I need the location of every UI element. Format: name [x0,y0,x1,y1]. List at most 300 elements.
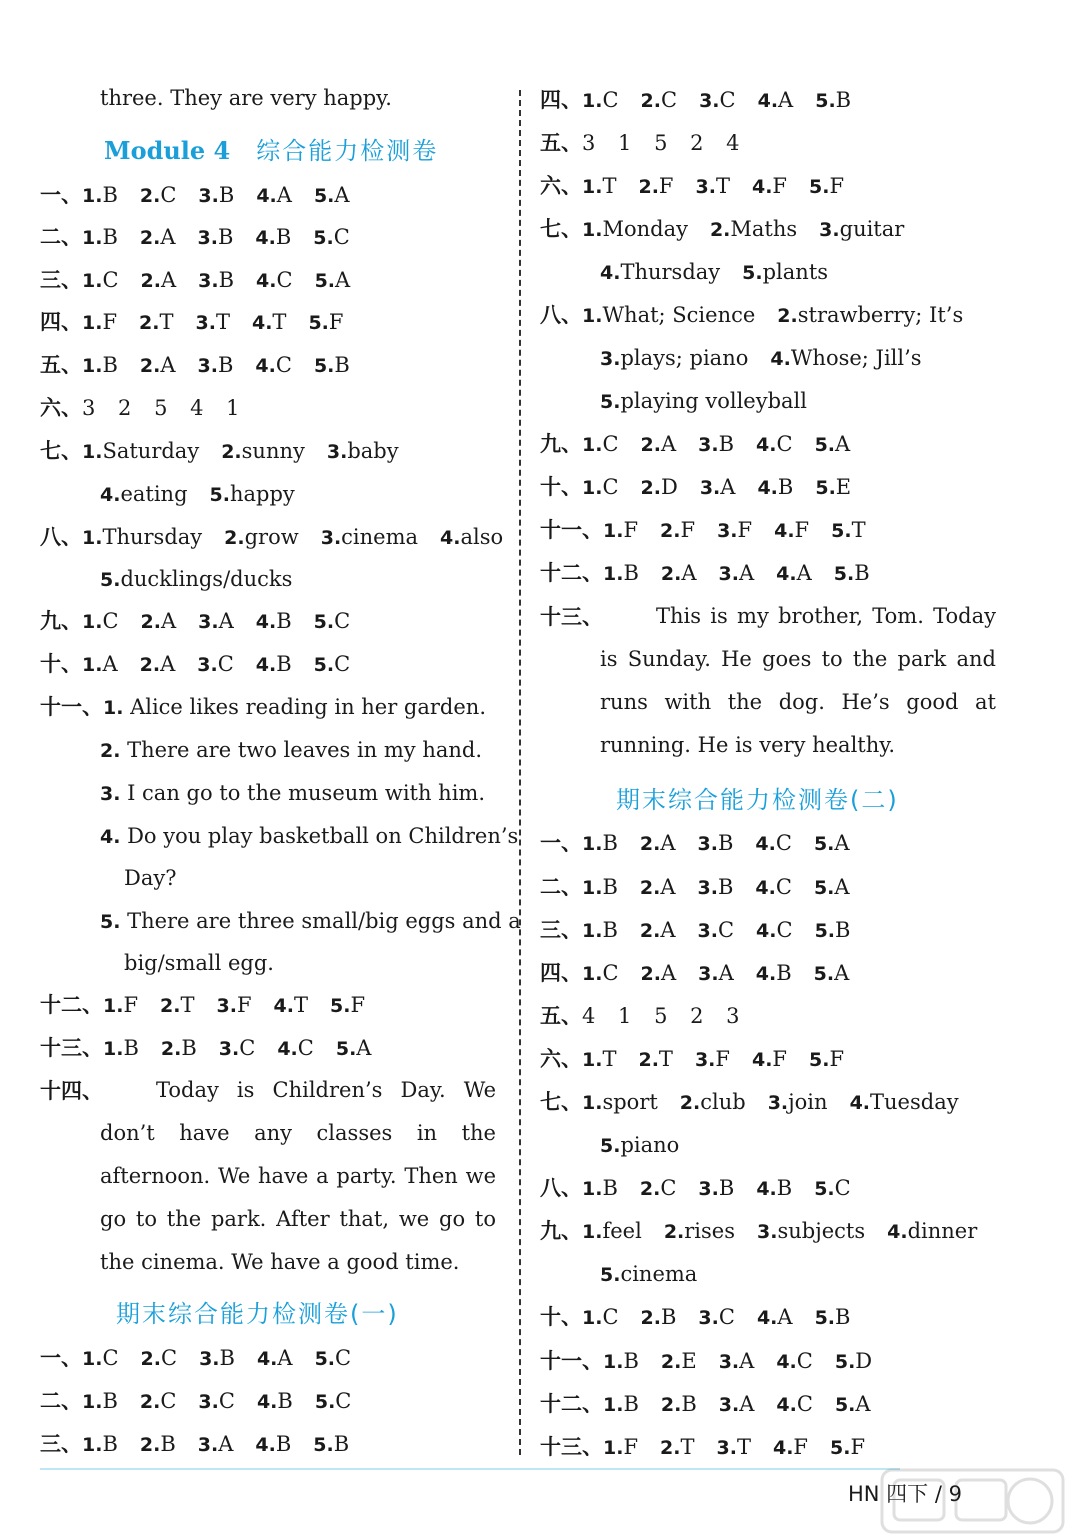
item-number: 2. [660,1437,681,1459]
answer-item [698,429,734,460]
item-number: 4. [770,348,791,370]
section-label: 三、 [40,1432,82,1456]
answer-item [640,915,676,946]
edition-label: HN 四下 [848,1482,929,1506]
item-number: 2. [224,527,245,549]
item-number: 5. [813,833,835,855]
answer-item [773,1432,808,1463]
section-label: 四、 [540,961,582,985]
answer-item [255,350,292,381]
page-footer [848,1478,962,1508]
section-label: 十一、 [40,695,103,719]
section-label: 二、 [40,1389,82,1413]
item-number: 4. [251,312,273,334]
answer-item [600,1130,679,1161]
item-number: 1. [82,441,103,463]
answer-value: C [102,1346,119,1370]
answer-line [600,386,829,417]
answer-line [540,515,888,546]
answer-value: A [276,183,292,207]
answer-item [710,214,797,245]
answer-value: C [796,1349,813,1373]
answer-item [819,214,904,245]
item-number: 4. [755,833,776,855]
answer-value: Monday [602,217,688,241]
item-number: 1. [103,995,124,1017]
item-number: 4. [756,920,777,942]
answer-item [776,1346,813,1377]
item-number: 2. [638,176,659,198]
answer-item [699,85,736,116]
answer-value: B [217,225,234,249]
item-number: 1. [603,1437,624,1459]
answer-item [776,558,812,589]
answer-value: A [660,918,676,942]
answer-item [315,265,351,296]
item-number: 4. [755,963,777,985]
item-number: 4. [772,1437,794,1459]
answer-line [540,828,872,859]
answer-value: F [715,1047,730,1071]
answer-item [217,990,252,1021]
item-number: 4. [774,520,795,542]
answer-line [540,214,926,245]
answer-line [540,1346,894,1377]
answer-value: A [335,268,351,292]
section-label: 十一、 [540,1349,603,1373]
answer-item [719,1389,755,1420]
answer-item [640,1173,677,1204]
item-number: 2. [100,740,128,762]
answer-item [256,180,292,211]
item-number: 4. [756,1307,778,1329]
answer-value: F [102,310,118,334]
answer-item [719,558,755,589]
answer-value: F [850,1435,866,1459]
answer-value: cinema [341,525,419,549]
item-number: 1. [582,434,603,456]
answer-value: grow [244,525,299,549]
answer-item [641,429,677,460]
answer-item [815,472,851,503]
answer-item [274,990,308,1021]
answer-item [638,171,673,202]
answer-value: B [160,1432,176,1456]
section-label: 十、 [40,652,82,676]
answer-value: C [160,183,177,207]
answer-value: B [835,918,851,942]
answer-value: A [160,225,176,249]
answer-value: T [293,993,308,1017]
answer-value: C [775,875,792,899]
answer-value: F [829,174,845,198]
answer-item [582,1087,658,1118]
answer-item [219,1033,256,1064]
answer-item [661,558,697,589]
answer-paragraph [600,595,996,767]
answer-item [641,958,677,989]
answer-line [540,429,872,460]
answer-item [700,472,736,503]
answer-value: baby [347,439,399,463]
answer-value: plants [762,260,829,284]
item-number: 2. [140,1348,161,1370]
answer-value: A [160,652,176,676]
answer-item [815,1302,851,1333]
item-number: 3. [197,355,218,377]
answer-value: C [275,353,292,377]
answer-item [660,1432,694,1463]
answer-line [40,180,372,211]
item-number: 4. [440,527,461,549]
answer-item [582,1216,642,1247]
answer-value: rises [684,1219,736,1243]
item-number: 2. [639,920,661,942]
answer-value: A [660,875,676,899]
item-number: 2. [639,1178,661,1200]
answer-value: A [660,432,677,456]
paragraph-text: This is my brother, Tom. Today is Sunday. He goes to the park and runs with the dog. He’s good at running. He is very healthy. [600,604,996,757]
section-label: 六、 [540,1047,582,1071]
answer-item [696,171,730,202]
answer-item [198,1386,235,1417]
item-number: 2. [660,563,682,585]
item-number: 4. [255,611,277,633]
item-number: 4. [256,270,277,292]
item-number: 1. [582,1092,603,1114]
answer-item [82,606,119,637]
answer-value: B [218,183,235,207]
answer-item [661,1346,697,1377]
answer-value: B [718,432,735,456]
answer-line [100,735,482,766]
answer-item [757,1302,793,1333]
item-number: 3. [699,477,721,499]
item-number: 5. [814,1178,835,1200]
answer-item [330,990,365,1021]
item-number: 3. [716,1437,737,1459]
item-number: 1. [582,477,603,499]
answer-value: T [715,174,730,198]
answer-item [103,990,138,1021]
answer-line [600,1259,719,1290]
item-number: 3. [198,270,219,292]
item-number: 4. [100,826,128,848]
answer-line [540,602,603,632]
item-number: 3. [600,348,621,370]
answer-item [755,872,792,903]
answer-item [255,1429,291,1460]
answer-item [756,429,793,460]
item-number: 4. [887,1221,908,1243]
answer-line [40,692,486,723]
answer-line [600,343,944,374]
answer-item [199,1343,235,1374]
answer-value: D [660,475,678,499]
answer-item [776,1389,813,1420]
answer-value: E [681,1349,697,1373]
item-number: 5. [809,176,830,198]
answer-value: A [356,1036,372,1060]
answer-item [140,180,177,211]
answer-value: B [854,561,870,585]
item-number: 1. [103,1038,124,1060]
column-divider [519,90,521,1455]
answer-value: A [102,652,118,676]
section-label: 三、 [40,268,82,292]
answer-item [809,171,844,202]
answer-item [660,515,695,546]
answer-value: join [788,1090,828,1114]
answer-item [198,350,234,381]
item-number: 1. [582,1221,603,1243]
answer-item [698,915,735,946]
answer-value: C [602,961,619,985]
answer-value: A [160,353,176,377]
answer-item [210,479,295,510]
answer-item [314,606,351,637]
answer-item [314,180,350,211]
answer-value: F [793,1435,808,1459]
answer-value: B [717,875,734,899]
answer-value: F [680,518,696,542]
answer-value: T [851,518,866,542]
answer-value: A [835,432,851,456]
section-label: 十、 [540,475,582,499]
answer-item [582,429,619,460]
answer-value: B [623,1349,639,1373]
item-number: 2. [221,441,242,463]
answer-value: C [239,1036,256,1060]
answer-value: C [602,432,619,456]
item-number: 2. [660,1394,682,1416]
answer-line [40,1386,373,1417]
answer-value: F [623,518,639,542]
answer-value: piano [620,1133,680,1157]
section-label: 八、 [540,1176,582,1200]
answer-value: B [660,1305,677,1329]
item-number: 4. [776,1394,797,1416]
item-number: 4. [256,1391,278,1413]
answer-value: C [217,652,234,676]
answer-line [124,948,274,978]
item-number: 4. [255,1434,276,1456]
answer-item [82,180,118,211]
answer-item [336,1033,372,1064]
answer-item [742,257,828,288]
item-number: 1. [582,90,603,112]
answer-item [698,958,734,989]
item-number: 1. [603,1351,624,1373]
item-number: 3. [694,1049,716,1071]
item-number: 1. [582,920,603,942]
answer-value: C [335,1346,352,1370]
answer-sequence: 3 2 5 4 1 [82,396,240,420]
answer-value: B [276,652,292,676]
answer-value: A [660,831,676,855]
item-number: 5. [100,569,121,591]
answer-item [82,1386,118,1417]
answer-value: B [681,1392,697,1416]
answer-item [600,257,720,288]
item-number: 1. [82,185,103,207]
answer-value: B [275,1432,292,1456]
item-number: 1. [103,697,131,719]
answer-value: B [623,1392,639,1416]
item-number: 4. [277,1038,298,1060]
item-number: 5. [600,1135,621,1157]
item-number: 2. [640,90,661,112]
answer-item [582,828,618,859]
item-number: 2. [640,434,661,456]
answer-item [313,1429,349,1460]
page-number: 9 [948,1482,963,1506]
answer-value: C [334,652,351,676]
answer-item [664,1216,735,1247]
answer-value: C [717,918,735,942]
answer-item [814,958,850,989]
answer-item [835,1389,871,1420]
answer-value: A [777,1305,793,1329]
item-number: 2. [640,477,661,499]
answer-item [256,606,292,637]
item-number: 5. [600,1264,621,1286]
answer-item [814,828,850,859]
answer-line [100,564,314,595]
section-label: 九、 [540,1219,582,1243]
continued-text: three. They are very happy. [100,86,392,110]
answer-item [82,350,118,381]
answer-item [758,85,794,116]
answer-line [600,1130,701,1161]
answer-item [756,958,792,989]
item-number: 3. [198,611,219,633]
answer-item [100,564,292,595]
item-number: 2. [139,1391,161,1413]
answer-value: B [776,1176,793,1200]
answer-item [752,171,787,202]
answer-value: subjects [777,1219,866,1243]
answer-item [140,350,176,381]
answer-value: B [717,831,734,855]
answer-value: T [680,1435,695,1459]
item-number: 5. [813,963,835,985]
answer-item [308,307,343,338]
item-number: 1. [582,176,603,198]
answer-item [315,1386,352,1417]
item-number: 5. [814,920,836,942]
answer-value: F [772,1047,787,1071]
answer-item [600,386,807,417]
item-number: 5. [600,391,621,413]
answer-value: C [602,475,619,499]
answer-value: A [720,475,736,499]
answer-item [768,1087,828,1118]
answer-value: strawberry; It’s [797,303,964,327]
item-number: 4. [755,877,776,899]
answer-value: A [334,183,350,207]
answer-value: F [328,310,344,334]
item-number: 2. [160,1038,182,1060]
item-number: 5. [313,185,335,207]
item-number: 5. [830,1437,851,1459]
item-number: 5. [308,312,329,334]
section-label: 十、 [540,1305,582,1329]
answer-value: F [623,1435,639,1459]
item-number: 3. [718,563,739,585]
answer-value: Tuesday [870,1090,959,1114]
answer-line [540,1173,873,1204]
item-number: 5. [335,1038,357,1060]
answer-line [540,1044,866,1075]
answer-value: B [718,1176,735,1200]
answer-value: A [218,1432,234,1456]
section-heading: 期末综合能力检测卷(二) [616,786,899,814]
item-number: 3. [718,1394,740,1416]
item-number: 1. [82,1391,103,1413]
answer-value: B [102,1432,118,1456]
item-number: 1. [82,1434,103,1456]
item-number: 1. [603,563,624,585]
answer-sentence: There are three small/big eggs and a [127,909,521,933]
answer-paragraph [100,1069,496,1284]
answer-value: Saturday [102,439,200,463]
answer-value: A [834,831,850,855]
answer-value: B [276,609,292,633]
answer-item [582,872,618,903]
answer-value: T [602,1047,617,1071]
answer-value: F [236,993,252,1017]
answer-value: cinema [620,1262,698,1286]
answer-line [540,915,872,946]
answer-item [140,1429,176,1460]
item-number: 3. [699,90,720,112]
answer-item [752,1044,787,1075]
item-number: 3. [717,520,738,542]
answer-item [603,515,638,546]
answer-item [198,1429,234,1460]
answer-item [277,1033,314,1064]
answer-sentence: big/small egg. [124,951,274,975]
item-number: 4. [756,434,777,456]
answer-value: club [700,1090,746,1114]
answer-value: A [160,609,177,633]
answer-value: B [334,353,350,377]
item-number: 1. [82,611,103,633]
answer-value: B [277,1389,293,1413]
answer-item [680,1087,746,1118]
item-number: 1. [582,833,603,855]
item-number: 4. [757,477,778,499]
answer-value: T [159,310,174,334]
answer-value: plays; piano [620,346,749,370]
answer-item [257,1386,293,1417]
answer-value: D [855,1349,873,1373]
answer-value: Thursday [102,525,203,549]
answer-value: A [778,88,794,112]
item-number: 5. [314,1391,336,1413]
answer-item [695,1044,730,1075]
section-label: 十一、 [540,518,603,542]
answer-value: C [834,1176,851,1200]
answer-item [82,522,202,553]
item-number: 4. [256,185,277,207]
heading-module: Module 4 [104,136,231,165]
answer-item [603,1346,639,1377]
item-number: 3. [697,877,718,899]
section-heading [104,131,438,166]
answer-item [815,429,851,460]
